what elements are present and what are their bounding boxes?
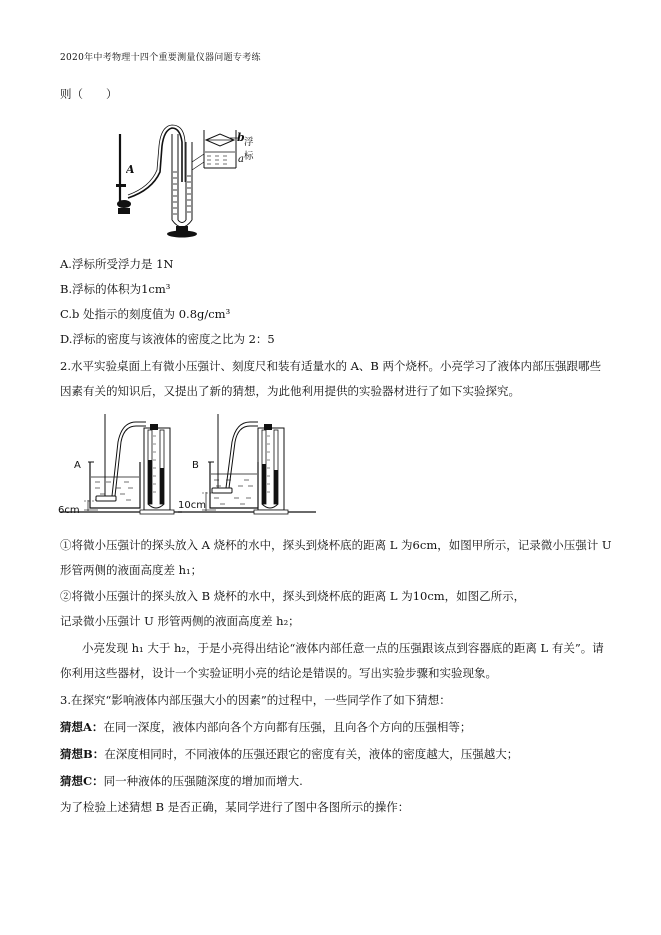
guess-a-text: 在同一深度，液体内部向各个方向都有压强，且向各个方向的压强相等；: [103, 720, 472, 734]
question-1-stem-end: 则（ ）: [60, 87, 118, 101]
guess-c-text: 同一种液体的压强随深度的增加而增大.: [103, 774, 303, 788]
q2-line-2: 因素有关的知识后，又提出了新的猜想，为此他利用提供的实验器材进行了如下实验探究。: [60, 384, 520, 398]
mark-b: b: [237, 131, 245, 144]
q3-intro: 3.在探究“影响液体内部压强大小的因素”的过程中，一些同学作了如下猜想：: [60, 693, 451, 707]
option-a: A.浮标所受浮力是 1N: [60, 257, 174, 271]
q2-paragraph-line-1: 小亮发现 h₁ 大于 h₂，于是小亮得出结论“液体内部任意一点的压强跟该点到容器底的距离 L 有关”。请: [82, 641, 604, 655]
q3-closing: 为了检验上述猜想 B 是否正确，某同学进行了图中各图所示的操作：: [60, 800, 410, 814]
guess-b-text: 在深度相同时，不同液体的压强还跟它的密度有关，液体的密度越大，压强越大；: [104, 747, 519, 761]
guess-c-prefix: 猜想C：: [60, 774, 104, 788]
figure-1-apparatus: [112, 112, 262, 244]
distance-label-b: 10cm: [178, 500, 206, 511]
q2-step1-line-2: 形管两侧的液面高度差 h₁；: [60, 563, 203, 577]
q2-line-1: 2.水平实验桌面上有微小压强计、刻度尺和装有适量水的 A、B 两个烧杯。小亮学习了液体内部压强跟哪些: [60, 359, 602, 373]
q2-paragraph-line-2: 你利用这些器材，设计一个实验证明小亮的结论是错误的。写出实验步骤和实验现象。: [60, 666, 497, 680]
mark-A: A: [126, 163, 135, 176]
q2-step1-line-1: ①将微小压强计的探头放入 A 烧杯的水中，探头到烧杯底的距离 L 为6cm，如图甲所示，记录微小压强计 U: [60, 538, 612, 552]
page-header: 2020年中考物理十四个重要测量仪器问题专考练: [60, 53, 261, 63]
option-d: D.浮标的密度与该液体的密度之比为 2：5: [60, 332, 275, 346]
q3-guess-c: [60, 773, 303, 789]
option-b: B.浮标的体积为1cm³: [60, 282, 171, 296]
beaker-label-b: B: [192, 460, 199, 471]
figure-2-pressure-gauges: [60, 412, 320, 524]
option-c: C.b 处指示的刻度值为 0.8g/cm³: [60, 307, 231, 321]
mark-a: a: [238, 154, 244, 165]
q2-step2-line-2: 记录微小压强计 U 形管两侧的液面高度差 h₂；: [60, 614, 300, 628]
q3-guess-b: [60, 746, 518, 762]
q2-step2-line-1: ②将微小压强计的探头放入 B 烧杯的水中，探头到烧杯底的距离 L 为10cm，如图乙所示，: [60, 589, 526, 603]
beaker-label-a: A: [74, 460, 81, 471]
guess-a-prefix: 猜想A：: [60, 720, 104, 734]
q3-guess-a: [60, 719, 471, 735]
guess-b-prefix: 猜想B：: [60, 747, 105, 761]
distance-label-a: 6cm: [58, 505, 80, 516]
float-label: 浮标: [244, 137, 254, 162]
